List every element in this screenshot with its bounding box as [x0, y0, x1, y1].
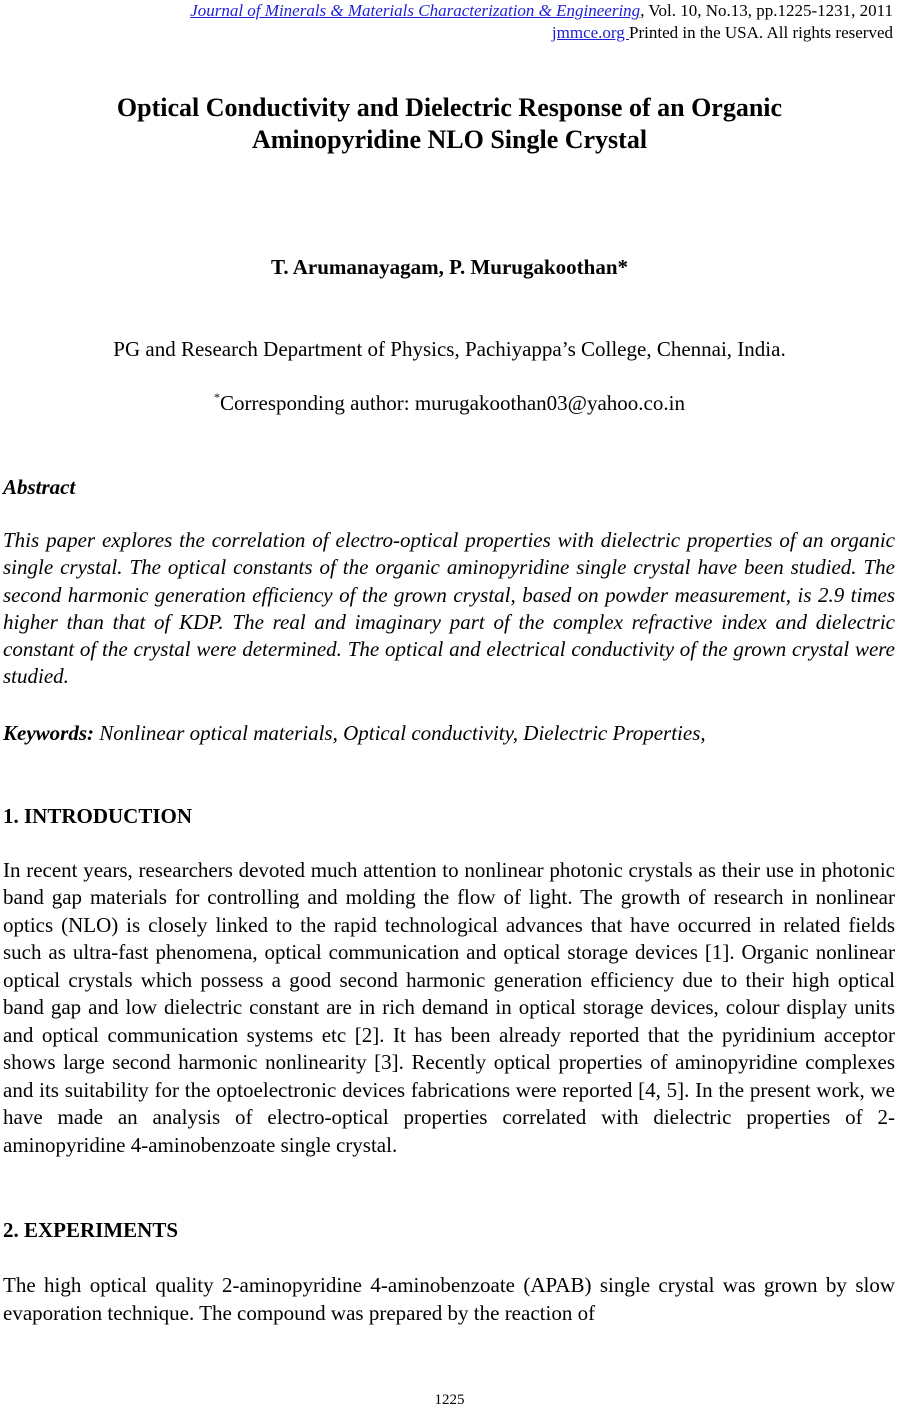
affiliation: PG and Research Department of Physics, Pachiyappa’s College, Chennai, India.: [113, 337, 786, 361]
title-line-2: Aminopyridine NLO Single Crystal: [251, 125, 648, 154]
header-line-1: [190, 0, 893, 22]
introduction-text: In recent years, researchers devoted much attention to nonlinear photonic crystals as their use in photonic band gap materials for controlling and molding the flow of light. The growth of research in nonlinear optics (NLO) is closely linked to the rapid technological advances that have occurred in related fields such as ultra-fast phenomena, optical communication and optical storage devices [1]. Organic nonlinear optical crystals which possess a good second harmonic generation efficiency due to their high optical band gap and low dielectric constant are in rich demand in optical storage devices, colour display units and optical communication systems etc [2]. It has been already reported that the pyridinium acceptor shows large second harmonic nonlinearity [3]. Recently optical properties of aminopyridine complexes and its suitability for the optoelectronic devices fabrications were reported [4, 5]. In the present work, we have made an analysis of electro-optical properties correlated with dielectric properties of 2-aminopyridine 4-aminobenzoate single crystal.: [3, 858, 895, 1157]
corresponding-author: [0, 390, 899, 416]
experiments-text: The high optical quality 2-aminopyridine 4-aminobenzoate (APAB) single crystal was grown by slow evaporation technique. The compound was prepared by the reaction of: [3, 1273, 895, 1325]
corresponding-text: Corresponding author: murugakoothan03@yahoo.co.in: [220, 391, 685, 415]
rights-text: Printed in the USA. All rights reserved: [629, 23, 893, 42]
site-link[interactable]: jmmce.org: [551, 23, 630, 42]
section-heading-introduction: 1. INTRODUCTION: [3, 804, 193, 828]
header-line-2: [190, 22, 893, 44]
keywords-text: Nonlinear optical materials, Optical conductivity, Dielectric Properties,: [94, 721, 706, 745]
page-number: 1225: [434, 1392, 465, 1408]
journal-header: [190, 0, 893, 44]
author-list: T. Arumanayagam, P. Murugakoothan*: [270, 255, 629, 279]
abstract-heading: Abstract: [3, 475, 76, 499]
keywords: [3, 720, 895, 746]
paper-title: [0, 92, 899, 156]
volume-info: , Vol. 10, No.13, pp.1225-1231, 2011: [640, 1, 893, 20]
section-heading-experiments: 2. EXPERIMENTS: [3, 1218, 179, 1242]
journal-link[interactable]: Journal of Minerals & Materials Characterization & Engineering: [190, 1, 641, 20]
corresponding-mark: *: [214, 390, 221, 404]
abstract-text: This paper explores the correlation of electro-optical properties with dielectric properties of an organic single crystal. The optical constants of the organic aminopyridine single crystal have been studied. The second harmonic generation efficiency of the grown crystal, based on powder measurement, is 2.9 times higher than that of KDP. The real and imaginary part of the complex refractive index and dielectric constant of the crystal were determined. The optical and electrical conductivity of the grown crystal were studied.: [3, 528, 895, 689]
keywords-label: Keywords:: [3, 721, 94, 745]
title-line-1: Optical Conductivity and Dielectric Response of an Organic: [116, 93, 783, 122]
